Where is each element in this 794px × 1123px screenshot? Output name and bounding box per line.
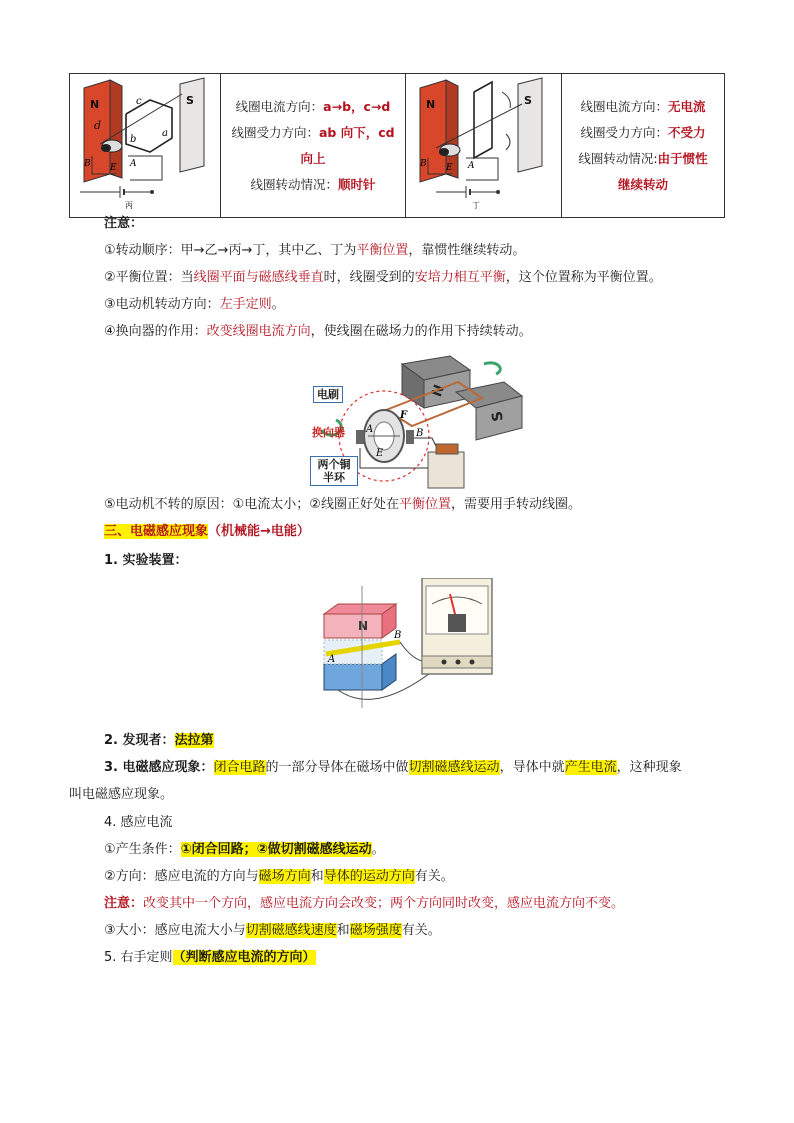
item-4-note: 注意：改变其中一个方向，感应电流方向会改变；两个方向同时改变，感应电流方向不变。: [104, 896, 625, 911]
rotation-value-cont: 继续转动: [617, 176, 668, 192]
item-3-cont: 叫电磁感应现象。: [69, 787, 174, 802]
svg-text:N: N: [428, 382, 449, 400]
induction-figure: [318, 578, 498, 718]
section-3-heading: [104, 522, 310, 542]
copper-ring-label: 两个铜半环: [310, 456, 358, 486]
svg-text:F: F: [400, 410, 408, 421]
svg-text:S: S: [524, 94, 532, 107]
force-direction-value-2: 不受力: [668, 124, 706, 140]
svg-text:N: N: [90, 98, 100, 111]
force-direction-label: 线圈受力方向：: [231, 124, 319, 140]
current-direction-value-2: 无电流: [668, 98, 706, 114]
svg-text:B: B: [416, 428, 424, 439]
item-4: 4. 感应电流: [104, 815, 173, 830]
motor-state-table: [69, 73, 725, 218]
note-2: ②平衡位置：当线圈平面与磁感线垂直时，线圈受到的安培力相互平衡，这个位置称为平衡位置。: [104, 270, 662, 285]
rotation-value: 顺时针: [338, 176, 376, 192]
svg-text:N: N: [426, 98, 436, 111]
current-direction-value: a→b，c→d: [323, 98, 391, 114]
svg-text:丙: 丙: [125, 201, 133, 210]
note-title: 注意：: [104, 216, 144, 231]
item-3: 3. 电磁感应现象：闭合电路的一部分导体在磁场中做切割磁感线运动，导体中就产生电流，这种现象: [104, 760, 682, 775]
rotation-label-2: 线圈转动情况:: [578, 150, 658, 166]
force-direction-cont: 向上: [300, 150, 326, 166]
item-4-2: ②方向：感应电流的方向与磁场方向和导体的运动方向有关。: [104, 869, 454, 884]
commutator-figure: [308, 352, 526, 492]
svg-text:B: B: [84, 159, 91, 169]
figure-cell-bing: [70, 74, 221, 218]
svg-text:S: S: [186, 94, 194, 107]
svg-text:丁: 丁: [472, 201, 480, 210]
section-3-title: 三、电磁感应现象: [104, 524, 209, 539]
svg-text:c: c: [136, 96, 142, 107]
item-1: 1. 实验装置：: [104, 553, 188, 568]
svg-text:A: A: [468, 161, 475, 171]
rotation-label: 线圈转动情况：: [250, 176, 338, 192]
force-direction-label-2: 线圈受力方向：: [580, 124, 668, 140]
note-1: ①转动顺序：甲→乙→丙→丁，其中乙、丁为平衡位置，靠惯性继续转动。: [104, 243, 526, 258]
note-4: ④换向器的作用：改变线圈电流方向，使线圈在磁场力的作用下持续转动。: [104, 324, 532, 339]
svg-text:E: E: [110, 163, 117, 173]
svg-text:A: A: [328, 654, 336, 665]
note-3: ③电动机转动方向：左手定则。: [104, 297, 285, 312]
force-direction-value: ab 向下，cd: [318, 124, 395, 140]
item-5: 5. 右手定则（判断感应电流的方向）: [104, 950, 316, 965]
svg-text:S: S: [489, 409, 507, 423]
svg-text:A: A: [130, 159, 137, 169]
figure-cell-ding: [406, 74, 562, 218]
svg-text:b: b: [130, 134, 137, 145]
section-3-subtitle: （机械能→电能）: [208, 524, 310, 539]
current-direction-label-2: 线圈电流方向：: [580, 98, 668, 114]
item-4-1: ①产生条件：①闭合回路；②做切割磁感线运动。: [104, 842, 385, 857]
svg-text:A: A: [366, 424, 374, 435]
rotation-value-2: 由于惯性: [657, 150, 708, 166]
brush-label: 电刷: [313, 386, 343, 403]
svg-text:B: B: [420, 159, 427, 169]
svg-text:d: d: [94, 119, 102, 132]
induction-diagram: [318, 578, 498, 718]
svg-text:E: E: [376, 448, 384, 459]
note-5: ⑤电动机不转的原因：①电流太小；②线圈正好处在平衡位置，需要用手转动线圈。: [104, 497, 581, 512]
item-2: 2. 发现者：法拉第: [104, 733, 214, 748]
svg-text:N: N: [358, 619, 369, 633]
current-direction-label: 线圈电流方向：: [235, 98, 324, 114]
right-state-text: [562, 74, 725, 218]
svg-text:E: E: [446, 163, 453, 173]
commutator-label: 换向器: [312, 426, 345, 439]
motor-diagram-ding: [406, 74, 561, 213]
motor-diagram-bing: [70, 74, 220, 213]
svg-text:B: B: [394, 630, 402, 641]
left-state-text: [221, 74, 406, 218]
svg-text:a: a: [162, 128, 168, 139]
item-4-3: ③大小：感应电流大小与切割磁感线速度和磁场强度有关。: [104, 923, 441, 938]
